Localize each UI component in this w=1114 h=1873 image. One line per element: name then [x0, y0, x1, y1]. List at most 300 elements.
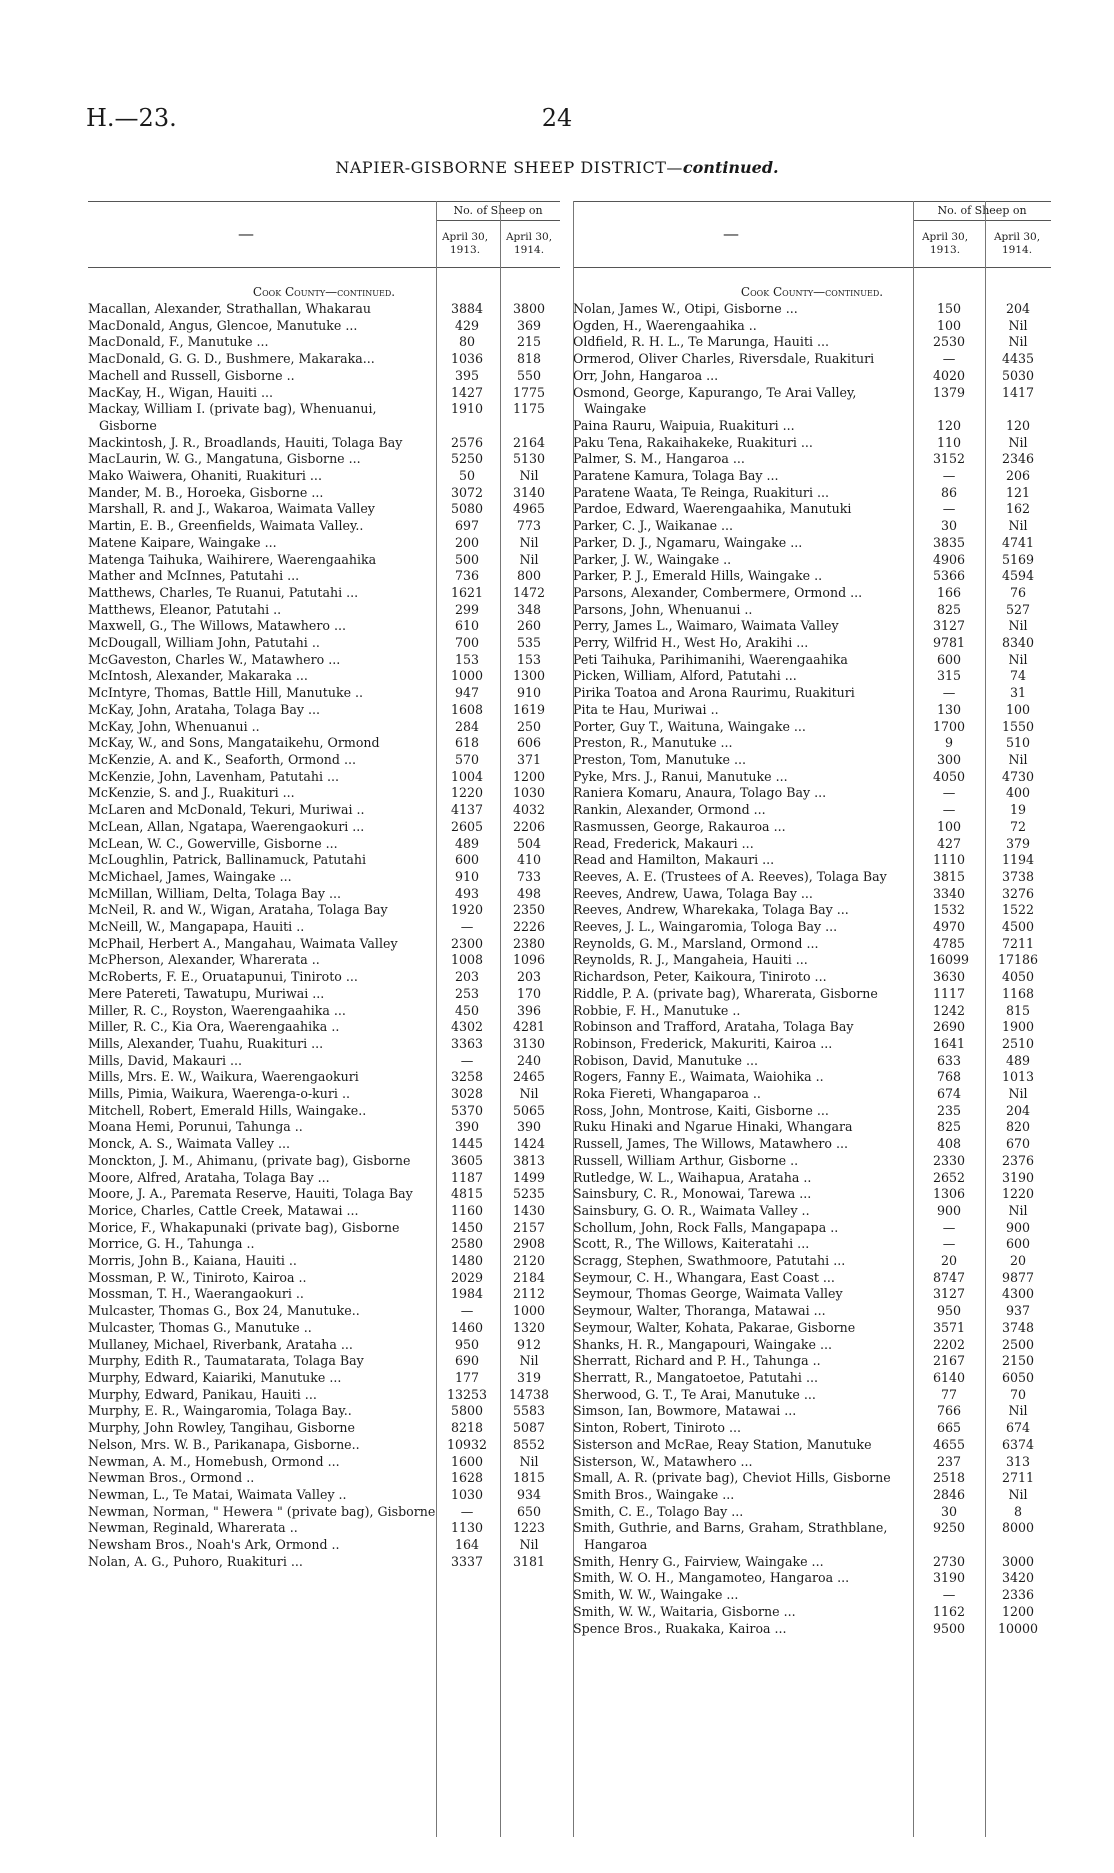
table-row: [573, 552, 1051, 569]
station-owner: Seymour, Walter, Thoranga, Matawai ...: [573, 1303, 826, 1319]
table-row: [573, 435, 1051, 452]
sheep-1914: 4435: [1001, 351, 1035, 367]
sheep-1913: 9781: [932, 635, 966, 651]
station-owner: Sainsbury, C. R., Monowai, Tarewa ...: [573, 1186, 812, 1202]
sheep-1914: 3181: [512, 1553, 546, 1569]
sheep-1914: 2206: [512, 818, 546, 834]
station-owner: Martin, E. B., Greenfields, Waimata Valley..: [88, 518, 364, 534]
sheep-1913: 570: [454, 751, 480, 767]
sheep-1913: 1242: [932, 1002, 966, 1018]
sheep-1913: 5366: [932, 568, 966, 584]
sheep-1913: 2580: [450, 1236, 484, 1252]
sheep-1914: 912: [516, 1336, 542, 1352]
table-row: [573, 1153, 1051, 1170]
table-row: [88, 869, 560, 886]
station-owner: Moana Hemi, Porunui, Tahunga ..: [88, 1119, 303, 1135]
sheep-1913: 150: [936, 301, 962, 316]
sheep-1914: 6374: [1001, 1436, 1035, 1452]
table-row: [88, 301, 560, 318]
sheep-1914: Nil: [519, 1353, 539, 1369]
sheep-1913: 2652: [932, 1169, 966, 1185]
station-owner: Newman, Norman, " Hewera " (private bag), Gisborne: [88, 1503, 436, 1519]
station-owner: Parker, J. W., Waingake ..: [573, 551, 732, 567]
table-row: [88, 1353, 560, 1370]
sheep-1914: 910: [516, 685, 542, 701]
table-row: [88, 1069, 560, 1086]
table-row: [88, 1119, 560, 1136]
table-row: [573, 1270, 1051, 1287]
sheep-1914: 1200: [512, 768, 546, 784]
table-row: [573, 501, 1051, 518]
sheep-1913: 1641: [932, 1035, 966, 1051]
sheep-1914: 733: [516, 868, 542, 884]
sheep-1914: 650: [516, 1503, 542, 1519]
table-row: [88, 1454, 560, 1471]
page-title: [0, 158, 1114, 177]
station-owner: Nolan, A. G., Puhoro, Ruakituri ...: [88, 1553, 303, 1569]
sheep-1914: 1168: [1001, 985, 1035, 1001]
table-row: [573, 1570, 1051, 1587]
sheep-1913: 1306: [932, 1186, 966, 1202]
table-row: [573, 1170, 1051, 1187]
table-row: [573, 1069, 1051, 1086]
sheep-1914: 1472: [512, 584, 546, 600]
table-row: [88, 769, 560, 786]
sheep-1913: 1427: [450, 384, 484, 400]
sheep-1913: 130: [936, 701, 962, 717]
page-title-suffix: continued.: [682, 158, 779, 177]
sheep-1914: 1096: [512, 952, 546, 968]
sheep-1913: 633: [936, 1052, 962, 1068]
table-row: [573, 1286, 1051, 1303]
table-row: [573, 1621, 1051, 1638]
table-row: [88, 685, 560, 702]
station-owner: Porter, Guy T., Waituna, Waingake ...: [573, 718, 806, 734]
table-row: [88, 1270, 560, 1287]
table-row: [573, 1337, 1051, 1354]
table-row: [573, 802, 1051, 819]
station-owner: Pita te Hau, Muriwai ..: [573, 701, 719, 717]
station-owner: Oldfield, R. H. L., Te Marunga, Hauiti ...: [573, 334, 830, 350]
sheep-1914: 10000: [997, 1620, 1039, 1636]
table-row: [573, 1504, 1051, 1521]
table-row: [573, 1520, 1051, 1553]
sheep-1913: 493: [454, 885, 480, 901]
station-owner: Smith Bros., Waingake ...: [573, 1486, 735, 1502]
sheep-count-group-header: No. of Sheep on: [436, 202, 560, 221]
station-owner: Machell and Russell, Gisborne ..: [88, 367, 295, 383]
station-owner: Sisterson and McRae, Reay Station, Manutuke: [573, 1436, 872, 1452]
station-owner: Orr, John, Hangaroa ...: [573, 367, 719, 383]
sheep-1914: 2150: [1001, 1353, 1035, 1369]
sheep-1914: Nil: [1008, 518, 1028, 534]
sheep-1914: 606: [516, 735, 542, 751]
sheep-1913: 3127: [932, 1286, 966, 1302]
column-rule: [985, 201, 986, 1837]
column-rule: [913, 201, 914, 1837]
sheep-1914: 204: [1005, 1102, 1031, 1118]
sheep-1914: 313: [1005, 1453, 1031, 1469]
table-row: [88, 819, 560, 836]
sheep-1913: 700: [454, 635, 480, 651]
sheep-1913: 674: [936, 1086, 962, 1102]
column-rule: [500, 201, 501, 1837]
table-row: [573, 919, 1051, 936]
sheep-1913: 429: [454, 317, 480, 333]
sheep-1914: 1522: [1001, 902, 1035, 918]
table-row: [88, 451, 560, 468]
table-row: [573, 735, 1051, 752]
sheep-1914: 1300: [512, 668, 546, 684]
sheep-1913: —: [942, 1587, 956, 1603]
table-row: [88, 1370, 560, 1387]
table-row: [88, 334, 560, 351]
table-row: [573, 652, 1051, 669]
station-owner: Sherratt, R., Mangatoetoe, Patutahi ...: [573, 1370, 818, 1385]
sheep-1913: 2730: [932, 1553, 966, 1569]
station-owner: Matthews, Charles, Te Ruanui, Patutahi ...: [88, 584, 359, 600]
sheep-1914: 100: [1005, 701, 1031, 717]
table-row: [88, 1537, 560, 1554]
table-row: [88, 1236, 560, 1253]
sheep-1913: 947: [454, 685, 480, 701]
table-row: [88, 568, 560, 585]
station-owner: Seymour, C. H., Whangara, East Coast ...: [573, 1269, 835, 1285]
sheep-1914: 5169: [1001, 551, 1035, 567]
table-row: [88, 585, 560, 602]
table-row: [88, 1403, 560, 1420]
table-row: [88, 1520, 560, 1537]
table-row: [573, 568, 1051, 585]
sheep-1914: 369: [516, 317, 542, 333]
sheep-1914: 1220: [1001, 1186, 1035, 1202]
sheep-1914: 1223: [512, 1520, 546, 1536]
table-row: [88, 735, 560, 752]
sheep-1914: 4965: [512, 501, 546, 517]
station-owner: Seymour, Walter, Kohata, Pakarae, Gisborne: [573, 1319, 856, 1335]
sheep-1914: 215: [516, 334, 542, 350]
station-owner: McKay, W., and Sons, Mangataikehu, Ormond: [88, 735, 380, 751]
table-row: [573, 869, 1051, 886]
sheep-1913: 3028: [450, 1086, 484, 1102]
sheep-1914: 2112: [512, 1286, 546, 1302]
sheep-1914: 203: [516, 969, 542, 985]
table-row: [88, 702, 560, 719]
table-row: [88, 1086, 560, 1103]
table-row: [88, 318, 560, 335]
sheep-1913: 3815: [932, 868, 966, 884]
sheep-1913: 77: [940, 1386, 958, 1402]
sheep-1914: Nil: [1008, 1403, 1028, 1419]
sheep-1913: 697: [454, 518, 480, 534]
sheep-1913: 86: [940, 484, 958, 500]
station-owner: McKay, John, Arataha, Tolaga Bay ...: [88, 701, 320, 717]
sheep-1913: 235: [936, 1102, 962, 1118]
table-row: [573, 769, 1051, 786]
sheep-1913: —: [942, 785, 956, 801]
sheep-1914: 1499: [512, 1169, 546, 1185]
sheep-1914: 72: [1009, 818, 1027, 834]
sheep-1913: 1445: [450, 1136, 484, 1152]
table-row: [573, 1353, 1051, 1370]
table-row: [88, 836, 560, 853]
table-row: [88, 618, 560, 635]
station-owner: McGaveston, Charles W., Matawhero ...: [88, 651, 341, 667]
station-owner: McKenzie, John, Lavenham, Patutahi ...: [88, 768, 339, 784]
sheep-1914: 2184: [512, 1269, 546, 1285]
table-row: [573, 635, 1051, 652]
sheep-1913: 253: [454, 985, 480, 1001]
sheep-1913: 2530: [932, 334, 966, 350]
sheep-1914: 1200: [1001, 1603, 1035, 1619]
right-table-header: [573, 201, 1051, 268]
sheep-1914: Nil: [519, 1453, 539, 1469]
sheep-1913: 166: [936, 584, 962, 600]
table-row: [88, 485, 560, 502]
sheep-1914: 2226: [512, 919, 546, 935]
table-row: [573, 1420, 1051, 1437]
sheep-1913: 3835: [932, 534, 966, 550]
station-owner: Pyke, Mrs. J., Ranui, Manutuke ...: [573, 768, 788, 784]
station-owner: Picken, William, Alford, Patutahi ...: [573, 668, 797, 684]
sheep-1913: 50: [458, 468, 476, 484]
sheep-1913: 315: [936, 668, 962, 684]
station-owner: Ormerod, Oliver Charles, Riversdale, Ruakituri: [573, 351, 875, 367]
sheep-1913: 3190: [932, 1570, 966, 1586]
sheep-1913: 237: [936, 1453, 962, 1469]
station-owner: McLaren and McDonald, Tekuri, Muriwai ..: [88, 802, 365, 818]
station-owner: Smith, Henry G., Fairview, Waingake ...: [573, 1553, 824, 1569]
sheep-1914: 14738: [508, 1386, 550, 1402]
sheep-1914: 934: [516, 1486, 542, 1502]
sheep-1914: 527: [1005, 601, 1031, 617]
station-owner: Newman Bros., Ormond ..: [88, 1470, 255, 1486]
station-owner: Shanks, H. R., Mangapouri, Waingake ...: [573, 1336, 832, 1352]
sheep-1913: —: [460, 1303, 474, 1319]
table-row: [88, 1554, 560, 1571]
table-row: [573, 952, 1051, 969]
sheep-1914: Nil: [1008, 434, 1028, 450]
sheep-1914: Nil: [519, 534, 539, 550]
sheep-1914: 815: [1005, 1002, 1031, 1018]
station-owner: Mossman, T. H., Waerangaokuri ..: [88, 1286, 304, 1302]
station-owner: Murphy, Edith R., Taumatarata, Tolaga Bay: [88, 1353, 364, 1369]
sheep-1913: —: [942, 351, 956, 367]
table-row: [88, 902, 560, 919]
sheep-1913: —: [460, 1052, 474, 1068]
station-owner: Maxwell, G., The Willows, Matawhero ...: [88, 618, 346, 634]
sheep-1913: 2518: [932, 1470, 966, 1486]
station-owner: Mackintosh, J. R., Broadlands, Hauiti, Tolaga Bay: [88, 434, 403, 450]
sheep-1913: 766: [936, 1403, 962, 1419]
table-row: [573, 618, 1051, 635]
sheep-1913: 1008: [450, 952, 484, 968]
table-row: [573, 518, 1051, 535]
table-row: [573, 668, 1051, 685]
table-row: [88, 986, 560, 1003]
station-owner: Osmond, George, Kapurango, Te Arai Valley, Waingake: [573, 384, 857, 417]
sheep-1913: 3363: [450, 1035, 484, 1051]
station-owner: Parsons, John, Whenuanui ..: [573, 601, 753, 617]
station-owner: Rutledge, W. L., Waihapua, Arataha ..: [573, 1169, 812, 1185]
sheep-1914: 153: [516, 651, 542, 667]
table-row: [573, 1220, 1051, 1237]
station-owner: Matene Kaipare, Waingake ...: [88, 534, 277, 550]
sheep-1914: 319: [516, 1370, 542, 1385]
sheep-1914: 2908: [512, 1236, 546, 1252]
station-owner: Smith, C. E., Tolago Bay ...: [573, 1503, 744, 1519]
name-column-dash: —: [723, 224, 739, 243]
station-owner: McPherson, Alexander, Wharerata ..: [88, 952, 320, 968]
sheep-1914: 1619: [512, 701, 546, 717]
station-owner: Ross, John, Montrose, Kaiti, Gisborne ...: [573, 1102, 829, 1118]
sheep-1914: 535: [516, 635, 542, 651]
sheep-1913: 4815: [450, 1186, 484, 1202]
sheep-1913: 3127: [932, 618, 966, 634]
table-row: [88, 1203, 560, 1220]
station-owner: Rogers, Fanny E., Waimata, Waiohika ..: [573, 1069, 824, 1085]
station-owner: Mullaney, Michael, Riverbank, Arataha ...: [88, 1336, 353, 1352]
table-row: [88, 802, 560, 819]
sheep-1914: 1815: [512, 1470, 546, 1486]
table-row: [573, 602, 1051, 619]
table-row: [573, 886, 1051, 903]
station-owner: Moore, Alfred, Arataha, Tolaga Bay ...: [88, 1169, 330, 1185]
sheep-1913: 30: [940, 1503, 958, 1519]
sheep-1913: —: [460, 919, 474, 935]
sheep-1913: 900: [936, 1202, 962, 1218]
column-rule: [436, 201, 437, 1837]
table-row: [573, 1454, 1051, 1471]
table-row: [88, 668, 560, 685]
table-row: [88, 435, 560, 452]
station-owner: Read and Hamilton, Makauri ...: [573, 852, 775, 868]
sheep-1914: 1424: [512, 1136, 546, 1152]
sheep-1914: 2336: [1001, 1587, 1035, 1603]
sheep-1914: 2164: [512, 434, 546, 450]
station-owner: Smith, W. W., Waingake ...: [573, 1587, 739, 1603]
station-owner: Robison, David, Manutuke ...: [573, 1052, 759, 1068]
right-table-body: [573, 268, 1051, 1637]
table-row: [573, 1003, 1051, 1020]
table-row: [88, 1387, 560, 1404]
table-row: [88, 1136, 560, 1153]
sheep-1914: Nil: [1008, 1086, 1028, 1102]
table-row: [88, 1170, 560, 1187]
sheep-1913: 768: [936, 1069, 962, 1085]
sheep-1913: 600: [936, 651, 962, 667]
station-owner: Pirika Toatoa and Arona Raurimu, Ruakituri: [573, 685, 855, 701]
table-row: [88, 1019, 560, 1036]
sheep-1914: 1430: [512, 1202, 546, 1218]
sheep-1913: 120: [936, 417, 962, 433]
table-row: [573, 1303, 1051, 1320]
left-table-header: [88, 201, 560, 268]
station-owner: Mills, David, Makauri ...: [88, 1052, 242, 1068]
sheep-1914: 170: [516, 985, 542, 1001]
station-owner: Morris, John B., Kaiana, Hauiti ..: [88, 1253, 297, 1269]
sheep-1914: Nil: [519, 1086, 539, 1102]
station-owner: Robinson and Trafford, Arataha, Tolaga Bay: [573, 1019, 854, 1035]
sheep-1913: 4020: [932, 367, 966, 383]
table-row: [573, 719, 1051, 736]
station-owner: Robinson, Frederick, Makuriti, Kairoa ...: [573, 1035, 833, 1051]
sheep-1913: 910: [454, 868, 480, 884]
table-row: [88, 1337, 560, 1354]
station-owner: McRoberts, F. E., Oruatapunui, Tiniroto ...: [88, 969, 358, 985]
sheep-1913: 1030: [450, 1486, 484, 1502]
station-owner: Mere Patereti, Tawatupu, Muriwai ...: [88, 985, 325, 1001]
sheep-1913: 2300: [450, 935, 484, 951]
station-owner: Reynolds, R. J., Mangaheia, Hauiti ...: [573, 952, 808, 968]
table-row: [573, 836, 1051, 853]
sheep-1913: 1450: [450, 1219, 484, 1235]
station-owner: Monck, A. S., Waimata Valley ...: [88, 1136, 291, 1152]
sheep-1913: 299: [454, 601, 480, 617]
sheep-1913: 300: [936, 751, 962, 767]
sheep-1913: 1920: [450, 902, 484, 918]
sheep-1914: 1775: [512, 384, 546, 400]
sheep-1914: 8000: [1001, 1520, 1035, 1536]
station-owner: Perry, Wilfrid H., West Ho, Arakihi ...: [573, 635, 809, 651]
sheep-1913: 3152: [932, 451, 966, 467]
table-row: [573, 1136, 1051, 1153]
station-owner: McNeill, W., Mangapapa, Hauiti ..: [88, 919, 305, 935]
station-owner: Russell, James, The Willows, Matawhero ...: [573, 1136, 848, 1152]
sheep-1914: 19: [1009, 802, 1027, 818]
sheep-1914: 3813: [512, 1152, 546, 1168]
sheep-1913: 4785: [932, 935, 966, 951]
station-owner: Reynolds, G. M., Marsland, Ormond ...: [573, 935, 819, 951]
station-owner: Morice, F., Whakapunaki (private bag), Gisborne: [88, 1219, 400, 1235]
sheep-1914: Nil: [519, 551, 539, 567]
sheep-1914: 76: [1009, 584, 1027, 600]
sheep-1914: 4050: [1001, 969, 1035, 985]
sheep-1913: 1000: [450, 668, 484, 684]
sheep-1914: 162: [1005, 501, 1031, 517]
sheep-1914: 120: [1005, 417, 1031, 433]
sheep-1914: 1550: [1001, 718, 1035, 734]
sheep-1914: Nil: [1008, 334, 1028, 350]
sheep-1913: 9250: [932, 1520, 966, 1536]
station-owner: Reeves, J. L., Waingaromia, Tologa Bay ...: [573, 919, 838, 935]
station-owner: Robbie, F. H., Manutuke ..: [573, 1002, 741, 1018]
station-owner: Read, Frederick, Makauri ...: [573, 835, 754, 851]
sheep-1913: 200: [454, 534, 480, 550]
sheep-1913: 4302: [450, 1019, 484, 1035]
sheep-1914: 396: [516, 1002, 542, 1018]
station-owner: Peti Taihuka, Parihimanihi, Waerengaahika: [573, 651, 848, 667]
station-owner: MacLaurin, W. G., Mangatuna, Gisborne ...: [88, 451, 361, 467]
sheep-1914: 5235: [512, 1186, 546, 1202]
sheep-1913: 1621: [450, 584, 484, 600]
sheep-1914: 250: [516, 718, 542, 734]
sheep-1913: 9: [944, 735, 953, 751]
sheep-1914: 1194: [1001, 852, 1035, 868]
sheep-1914: 2376: [1001, 1152, 1035, 1168]
station-owner: Parsons, Alexander, Combermere, Ormond ...: [573, 584, 863, 600]
sheep-1913: 825: [936, 601, 962, 617]
sheep-1913: 153: [454, 651, 480, 667]
station-owner: McIntosh, Alexander, Makaraka ...: [88, 668, 308, 684]
table-row: [573, 819, 1051, 836]
sheep-1913: 2605: [450, 818, 484, 834]
sheep-1913: 2846: [932, 1486, 966, 1502]
table-row: [573, 351, 1051, 368]
sheep-1913: 2690: [932, 1019, 966, 1035]
sheep-1913: 8218: [450, 1420, 484, 1436]
sheep-1914: 4594: [1001, 568, 1035, 584]
